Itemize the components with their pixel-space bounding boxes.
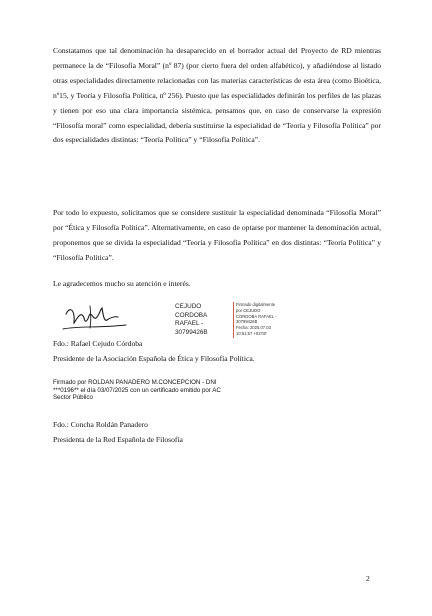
stamp-detail-line: Fecha: 2025.07.03 [236,325,271,331]
signatory-1-name: Fdo.: Rafael Cejudo Córdoba [53,339,143,348]
handwritten-signature [60,296,130,338]
stamp-detail-line: Firmado digitalmente [236,302,276,307]
stamp-divider [233,302,234,338]
stamp-detail-line: CORDOBA RAFAEL - [236,313,277,319]
digital-signature-line: Sector Público [53,394,93,402]
digital-stamp-name [175,303,230,337]
paragraph-thanks: Le agradecemos mucho su atención e interés. [53,279,191,288]
stamp-name-line: RAFAEL - [175,320,204,328]
paragraph-request: Por todo lo expuesto, solicitamos que se considere sustituir la especialidad denominada “Filosofía Moral” por “Ética y Filosofía Política”. Alternativamente, en caso de optarse por mantener la denominación actual, proponemos que se divida la especialidad “Teoría y Filosofía Política” en dos distintas: “Teoría Política” y “Filosofía Política”. [53,208,381,262]
paragraph-specialties: Constatamos que tal denominación ha desaparecido en el borrador actual del Proyecto de RD mientras permanece la de “Filosofía Moral” (nº 87) (por cierto fuera del orden alfabético), y añadiéndose al listado otras especialidades directamente relacionadas con las materias características de esta área (como Bioética, nº15, y Teoría y Filosofía Política, nº 256). Puesto que las especialidades definirán los perfiles de las plazas y tienen por eso una clara importancia sistémica, pensamos que, en caso de conservarse la expresión “Filosofía moral” como especialidad, debería sustituirse la especialidad de “Teoría y Filosofía Política” por dos especialidades distintas: “Teoría Política” y “Filosofía Política”. [53,46,381,145]
digital-signature-line: ***0196** el día 03/07/2025 con un certificado emitido por AC [53,386,221,394]
stamp-detail-line: 10:51:57 +02'00' [236,330,267,336]
digital-signature-note [53,379,373,402]
stamp-name-line: CEJUDO [175,303,202,310]
digital-signature-line: Firmado por ROLDAN PANADERO M.CONCEPCION - DNI [53,379,217,386]
signatory-2-name: Fdo.: Concha Roldán Panadero [53,420,148,429]
stamp-name-line: CORDOBA [175,311,208,319]
stamp-detail-line: 30799426B [236,319,258,325]
signatory-1-role: Presidente de la Asociación Española de Ética y Filosofía Política. [53,354,255,363]
page-number: 2 [366,574,370,583]
signatory-2-role: Presidenta de la Red Española de Filosofía [53,435,183,444]
digital-stamp-details [236,302,308,337]
stamp-name-line: 30799426B [175,328,208,336]
stamp-detail-line: por CEJUDO [236,307,261,313]
